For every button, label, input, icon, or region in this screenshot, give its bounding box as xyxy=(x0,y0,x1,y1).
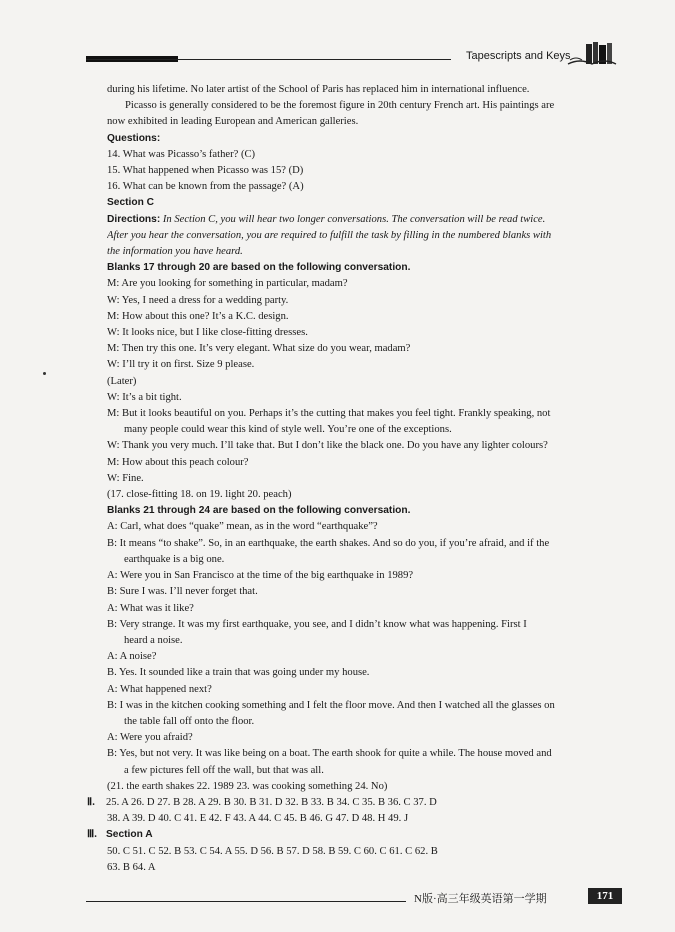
part-3-answers-line-1: 50. C 51. C 52. B 53. C 54. A 55. D 56. B 57. D 58. B 59. C 60. C 61. C 62. B xyxy=(107,845,438,857)
text-line: A: What was it like? xyxy=(107,602,194,614)
text-line: B: Sure I was. I’ll never forget that. xyxy=(107,586,258,598)
text-line: W: I’ll try it on first. Size 9 please. xyxy=(107,359,255,371)
directions-label: Directions: xyxy=(107,213,161,225)
part-3-label: Ⅲ. xyxy=(87,829,97,841)
stray-dot xyxy=(43,372,46,375)
text-line: Blanks 21 through 24 are based on the following conversation. xyxy=(107,505,411,517)
part-3-heading: Section A xyxy=(106,829,153,841)
text-lines xyxy=(107,82,627,795)
text-line: W: Fine. xyxy=(107,472,144,484)
text-line: B. Yes. It sounded like a train that was going under my house. xyxy=(107,667,370,679)
text-line: W: Yes, I need a dress for a wedding party. xyxy=(107,294,289,306)
text-line: the table fall off onto the floor. xyxy=(124,715,255,727)
text-line: A: What happened next? xyxy=(107,683,212,695)
text-line: M: But it looks beautiful on you. Perhaps it’s the cutting that makes you feel tight. Frankly speaking, not xyxy=(107,408,551,420)
text-line: M: Are you looking for something in particular, madam? xyxy=(107,278,348,290)
directions-text: In Section C, you will hear two longer conversations. The conversation will be read twice. xyxy=(160,213,546,225)
answers-part-2-row-1 xyxy=(87,795,627,811)
text-line: (Later) xyxy=(107,375,137,387)
text-line: M: How about this peach colour? xyxy=(107,456,249,468)
text-line: a few pictures fell off the wall, but that was all. xyxy=(124,764,324,776)
text-line: B: It means “to shake”. So, in an earthquake, the earth shakes. And so do you, if you’re afraid, and if the xyxy=(107,537,550,549)
page-number: 171 xyxy=(588,888,622,904)
text-line: M: How about this one? It’s a K.C. design. xyxy=(107,310,289,322)
text-line: 15. What happened when Picasso was 15? (D) xyxy=(107,165,304,177)
text-line: Questions: xyxy=(107,132,161,144)
text-line: during his lifetime. No later artist of the School of Paris has replaced him in international influence. xyxy=(107,84,530,95)
text-line: 16. What can be known from the passage? (A) xyxy=(107,181,304,193)
header-title: Tapescripts and Keys xyxy=(466,50,571,62)
text-line: B: I was in the kitchen cooking something and I felt the floor move. And then I watched all the glasses on xyxy=(107,699,555,711)
text-line: (17. close-fitting 18. on 19. light 20. peach) xyxy=(107,489,292,501)
part-2-label: Ⅱ. xyxy=(87,796,95,808)
text-line: 14. What was Picasso’s father? (C) xyxy=(107,148,256,160)
part-2-answers-line-2: 38. A 39. D 40. C 41. E 42. F 43. A 44. C 45. B 46. G 47. D 48. H 49. J xyxy=(107,813,409,825)
part-3-answers-line-2: 63. B 64. A xyxy=(107,861,156,873)
text-line: M: Then try this one. It’s very elegant. What size do you wear, madam? xyxy=(107,343,411,355)
text-line: W: It’s a bit tight. xyxy=(107,391,182,403)
text-line: B: Yes, but not very. It was like being on a boat. The earth shook for quite a while. The house moved and xyxy=(107,748,552,760)
text-line: W: Thank you very much. I’ll take that. But I don’t like the black one. Do you have any lighter colours? xyxy=(107,440,548,452)
part-2-answers-line-1: 25. A 26. D 27. B 28. A 29. B 30. B 31. D 32. B 33. B 34. C 35. B 36. C 37. D xyxy=(106,796,437,808)
text-line: Section C xyxy=(107,197,154,209)
text-line: B: Very strange. It was my first earthquake, you see, and I didn’t know what was happening. First I xyxy=(107,618,527,630)
text-line: heard a noise. xyxy=(124,634,183,646)
footer-text: N版·高三年级英语第一学期 xyxy=(414,893,547,905)
text-line: earthquake is a big one. xyxy=(124,553,225,565)
text-line: A: Were you in San Francisco at the time of the big earthquake in 1989? xyxy=(107,570,414,582)
text-line: A: Were you afraid? xyxy=(107,732,193,744)
text-line: now exhibited in leading European and American galleries. xyxy=(107,116,359,128)
answers-part-3-heading-row xyxy=(87,827,627,843)
text-line: Blanks 17 through 20 are based on the following conversation. xyxy=(107,262,411,274)
books-logo-icon xyxy=(566,40,618,68)
text-line: A: Carl, what does “quake” mean, as in the word “earthquake”? xyxy=(107,521,378,533)
text-line: the information you have heard. xyxy=(107,246,243,258)
text-line xyxy=(107,212,627,228)
text-line: W: It looks nice, but I like close-fitting dresses. xyxy=(107,327,308,339)
text-line: A: A noise? xyxy=(107,651,157,663)
footer-rule xyxy=(86,901,406,902)
text-line: (21. the earth shakes 22. 1989 23. was cooking something 24. No) xyxy=(107,780,388,792)
text-line: many people could wear this kind of style well. You’re one of the exceptions. xyxy=(124,424,452,436)
text-line: After you hear the conversation, you are required to fulfill the task by filling in the numbered blanks with xyxy=(107,229,552,241)
page-content xyxy=(87,82,627,876)
header-rule-thin xyxy=(86,59,451,60)
text-line: Picasso is generally considered to be the foremost figure in 20th century French art. His paintings are xyxy=(125,100,555,112)
